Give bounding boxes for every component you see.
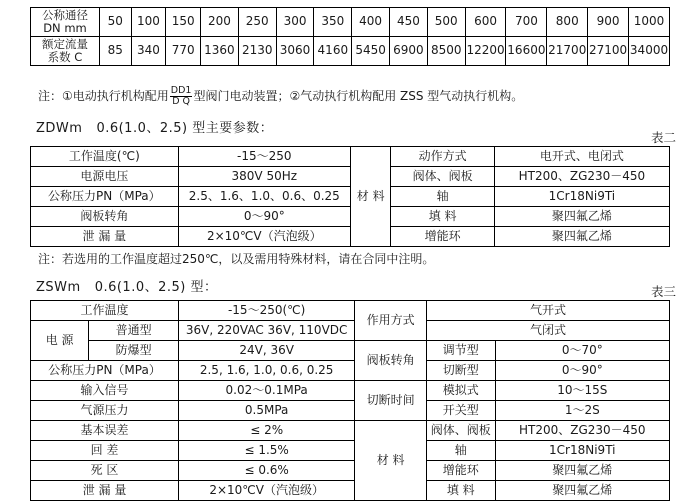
cell-group-cutoff-time: 切断时间 [355,381,427,421]
table-row [31,481,670,501]
cell-item-value: 聚四氟乙烯 [494,207,669,227]
table-row [31,361,670,381]
table-row [31,381,670,401]
row-label-line1: 额定流量 [41,36,88,51]
cell-item-name: 模拟式 [426,381,495,401]
cell-dn-10: 600 [465,8,506,37]
fraction-numerator: DD1 [170,85,192,96]
cell-c-13: 27100 [588,36,629,65]
cell-item-value: 聚四氟乙烯 [494,227,669,247]
cell-item-name: 调节型 [426,341,495,361]
section-three-title [36,276,218,295]
cell-param-name: 泄 漏 量 [31,227,179,247]
cell-param-name: 输入信号 [31,381,179,401]
cell-item-value: 1Cr18Ni9Ti [494,187,669,207]
table-row [31,207,670,227]
cell-dn-4: 250 [238,8,276,37]
cell-item-value: 气闭式 [426,321,669,341]
table-row [31,441,670,461]
table-row [31,187,670,207]
note-one [38,86,678,107]
cell-dn-3: 200 [201,8,239,37]
cell-param-value: 0.02～0.1MPa [179,381,355,401]
cell-item-name: 动作方式 [391,147,494,167]
cell-param-value: 0～90° [178,207,350,227]
table-row [31,8,670,37]
cell-dn-2: 150 [166,8,201,37]
cell-param-name: 气源压力 [31,401,179,421]
note-one-middle: 型阀门电动装置；②气动执行机构配用 ZSS 型气动执行机构。 [193,88,524,103]
cell-param-name: 阀板转角 [31,207,179,227]
cell-param-name: 公称压力PN（MPa） [31,187,179,207]
cell-group-valve-angle: 阀板转角 [355,341,427,381]
cell-c-12: 21700 [547,36,588,65]
cell-param-name: 泄 漏 量 [31,481,179,501]
cell-item-value: HT200、ZG230－450 [494,167,669,187]
cell-dn-8: 450 [390,8,428,37]
cell-group-material: 材 料 [355,421,427,501]
cell-c-8: 6900 [390,36,428,65]
cell-c-3: 1360 [201,36,239,65]
cell-item-value: 聚四氟乙烯 [495,481,669,501]
cell-param-value: -15～250 [178,147,350,167]
cell-c-6: 4160 [314,36,352,65]
cell-param-value: 380V 50Hz [178,167,350,187]
cell-dn-7: 400 [352,8,390,37]
cell-item-value: 0～90° [495,361,669,381]
cell-c-5: 3060 [276,36,314,65]
cell-param-value: 36V, 220VAC 36V, 110VDC [179,321,355,341]
cell-param-name: 基本误差 [31,421,179,441]
fraction-dd1-dq [170,86,193,107]
cell-item-name: 轴 [426,441,495,461]
cell-param-value: 2.5、1.6、1.0、0.6、0.25 [178,187,350,207]
section-two-model: ZDWm [36,121,83,136]
cell-dn-6: 350 [314,8,352,37]
cell-param-value: 2×10℃V（汽泡级） [179,481,355,501]
cell-item-name: 增能环 [426,461,495,481]
cell-sub-name: 普通型 [89,321,179,341]
table-row [31,227,670,247]
zdwm-parameters-table [30,146,670,247]
section-three-spec: 0.6(1.0、2.5) 型： [94,280,218,295]
cell-param-name: 工作温度 [31,301,179,321]
table-row [31,301,670,321]
cell-param-name: 电 源 [31,321,89,361]
section-three-model: ZSWm [36,280,81,295]
cell-param-name: 死 区 [31,461,179,481]
cell-dn-5: 300 [276,8,314,37]
cell-param-name: 工作温度(℃) [31,147,179,167]
flow-coefficient-table [30,7,670,66]
table-row [31,421,670,441]
section-two-title [36,117,273,136]
cell-param-value: ≤ 0.6% [179,461,355,481]
cell-param-value: 0.5MPa [179,401,355,421]
cell-item-value: 气开式 [426,301,669,321]
note-one-prefix: 注：①电动执行机构配用 [38,88,169,103]
cell-item-value: 1～2S [495,401,669,421]
fraction-denominator: D Q [172,95,191,107]
table-three-caption: 表三 [650,284,676,299]
cell-item-name: 填 料 [391,207,494,227]
row-label-c [31,36,100,65]
row-label-line2: 系数 C [47,49,83,64]
cell-item-name: 阀体、阀板 [426,421,495,441]
cell-c-9: 8500 [427,36,465,65]
cell-dn-14: 1000 [629,8,670,37]
row-label-dn [31,8,100,37]
table-row [31,36,670,65]
cell-item-value: HT200、ZG230－450 [495,421,669,441]
cell-param-value: ≤ 1.5% [179,441,355,461]
cell-item-name: 切断型 [426,361,495,381]
cell-item-name: 增能环 [391,227,494,247]
table-row [31,461,670,481]
cell-material-group: 材 料 [350,147,391,247]
cell-item-value: 聚四氟乙烯 [495,461,669,481]
cell-dn-0: 50 [99,8,131,37]
cell-dn-11: 700 [506,8,547,37]
cell-c-4: 2130 [238,36,276,65]
cell-param-value: -15～250(℃) [179,301,355,321]
cell-item-name: 轴 [391,187,494,207]
row-label-line2: DN mm [43,20,87,35]
cell-dn-12: 800 [547,8,588,37]
cell-item-name: 开关型 [426,401,495,421]
cell-param-name: 电源电压 [31,167,179,187]
cell-param-value: 2.5, 1.6, 1.0, 0.6, 0.25 [179,361,355,381]
cell-item-value: 1Cr18Ni9Ti [495,441,669,461]
cell-c-1: 340 [131,36,166,65]
note-two: 注：若选用的工作温度超过250℃，以及需用特殊材料，请在合同中注明。 [38,252,435,266]
cell-sub-name: 防爆型 [89,341,179,361]
cell-c-14: 34000 [629,36,670,65]
table-row [31,341,670,361]
row-label-line1: 公称通径 [41,8,88,22]
cell-dn-13: 900 [588,8,629,37]
cell-c-0: 85 [99,36,131,65]
cell-param-name: 公称压力PN（MPa） [31,361,179,381]
cell-dn-9: 500 [427,8,465,37]
cell-group-action-mode: 作用方式 [355,301,427,341]
cell-item-name: 填 料 [426,481,495,501]
table-two-caption: 表二 [650,130,676,145]
cell-item-value: 电开式、电闭式 [494,147,669,167]
zswm-parameters-table [30,300,670,501]
cell-param-value: 24V, 36V [179,341,355,361]
table-row [31,167,670,187]
cell-item-value: 10～15S [495,381,669,401]
section-two-spec: 0.6(1.0、2.5) 型主要参数： [96,121,274,136]
table-row [31,401,670,421]
cell-c-11: 16600 [506,36,547,65]
cell-c-7: 5450 [352,36,390,65]
table-row [31,147,670,167]
cell-dn-1: 100 [131,8,166,37]
cell-c-10: 12200 [465,36,506,65]
table-row [31,321,670,341]
cell-param-value: 2×10℃V（汽泡级） [178,227,350,247]
cell-item-name: 阀体、阀板 [391,167,494,187]
cell-item-value: 0～70° [495,341,669,361]
cell-c-2: 770 [166,36,201,65]
cell-param-name: 回 差 [31,441,179,461]
cell-param-value: ≤ 2% [179,421,355,441]
